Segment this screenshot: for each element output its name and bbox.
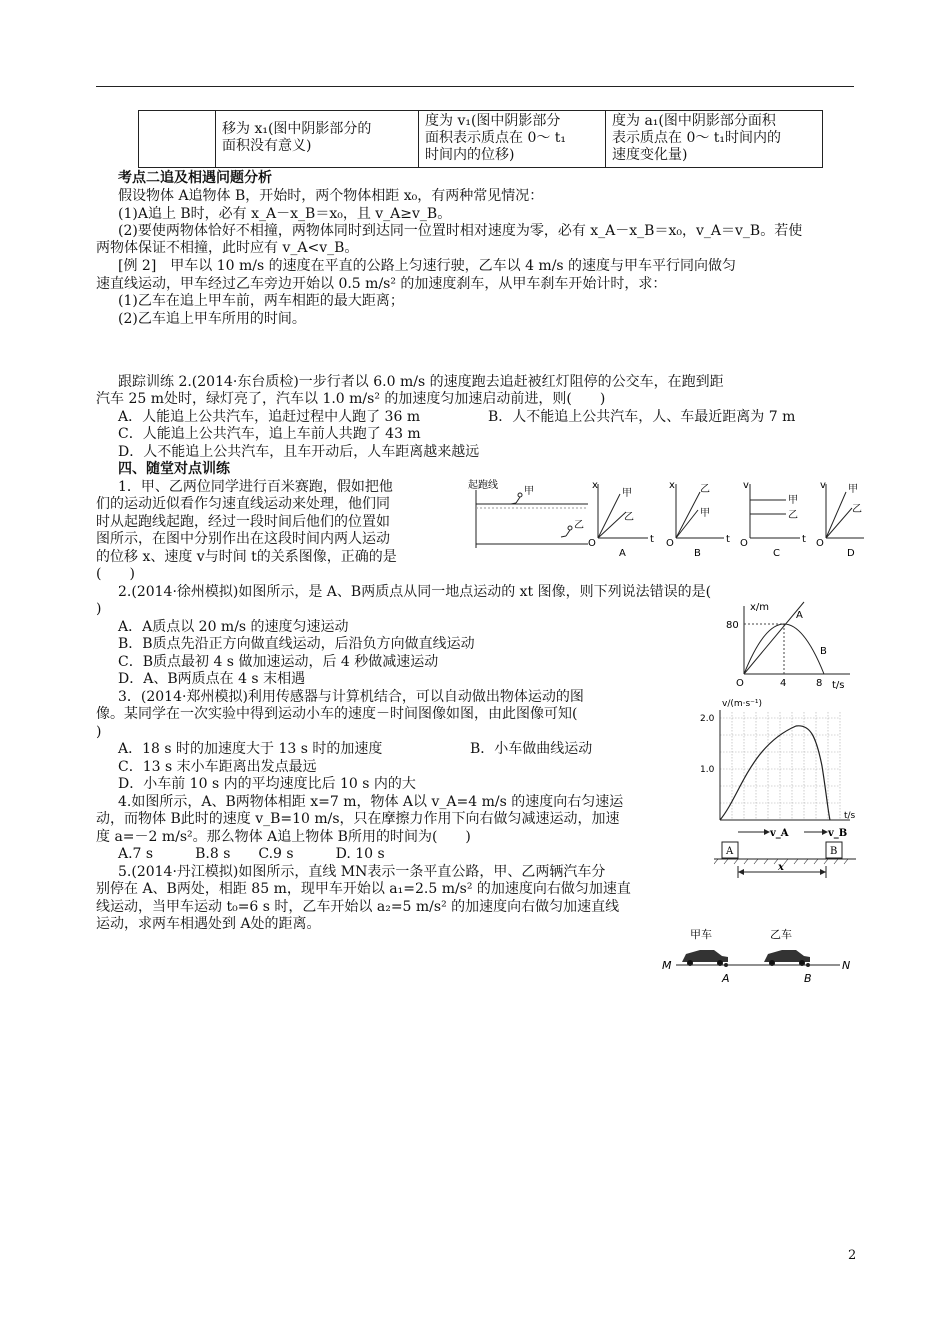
label-jia: 甲 [622, 488, 632, 499]
origin: O [736, 678, 744, 689]
q2-optD: D．A、B两质点在 4 s 末相遇 [118, 671, 306, 687]
origin: O [740, 538, 748, 549]
velocity-curve [720, 726, 830, 820]
q1-line: 们的运动近似看作匀速直线运动来处理，他们同 [96, 496, 390, 512]
label-jia: 甲 [788, 495, 798, 506]
table-cell-2 [216, 111, 419, 168]
label-jia-car: 甲车 [690, 928, 712, 941]
example2-line2: 速直线运动，甲车经过乙车旁边开始以 0.5 m/s² 的加速度刹车，从甲车刹车开始计时，求： [96, 276, 667, 292]
runner-jia-icon [511, 493, 522, 504]
training2-optB: B．人不能追上公共汽车，人、车最近距离为 7 m [488, 409, 796, 425]
q2-optB: B．B质点先沿正方向做直线运动，后沿负方向做直线运动 [118, 636, 475, 652]
cell-line: 度为 v₁(图中阴影部分 [425, 113, 561, 129]
label-B: B [804, 972, 812, 985]
axis-t: t [726, 534, 730, 545]
table-cell-3 [419, 111, 606, 168]
label-vB: v_B [828, 828, 848, 839]
label-A: A [722, 972, 730, 985]
header-rule [96, 86, 854, 87]
tick-80: 80 [726, 620, 739, 631]
q3-vt-figure [700, 696, 866, 832]
q4-line1: 4.如图所示，A、B两物体相距 x=7 m，物体 A以 v_A=4 m/s 的速度向右匀速运 [118, 794, 624, 810]
label-N: N [842, 959, 851, 972]
cell-line: 面积没有意义) [222, 138, 312, 154]
label-x: x [778, 862, 784, 873]
training2-optA: A．人能追上公共汽车，追赶过程中人跑了 36 m [118, 409, 421, 425]
tick-4: 4 [780, 678, 787, 689]
axis-v: v [820, 480, 826, 491]
label-yi: 乙 [852, 504, 862, 515]
axis-v: v [743, 480, 749, 491]
tick-1: 1.0 [700, 765, 715, 775]
cell-line: 时间内的位移) [425, 147, 515, 163]
q1-line: 图所示，在图中分别作出在这段时间内两人运动 [96, 531, 390, 547]
table-cell-empty [139, 111, 216, 168]
axis-t: t [650, 534, 654, 545]
label-jia: 甲 [700, 508, 710, 519]
q5-road-figure [660, 924, 860, 986]
q5-line3: 线运动，当甲车运动 t₀=6 s 时，乙车开始以 a₂=5 m/s² 的加速度向右做匀加速直线 [96, 899, 620, 915]
tick-8: 8 [816, 678, 823, 689]
car-jia-icon [682, 950, 728, 966]
runner-yi-icon [561, 526, 572, 537]
cell-line: 移为 x₁(图中阴影部分的 [222, 121, 372, 137]
q3-optB: B．小车做曲线运动 [470, 741, 593, 757]
x-axis-label: t/s [832, 680, 845, 690]
x-axis-label: t/s [844, 811, 856, 821]
table-row [139, 111, 823, 168]
label-B: B [820, 646, 827, 657]
label-A: A [796, 610, 803, 621]
training2-line1: 跟踪训练 2.(2014·东台质检)一步行者以 6.0 m/s 的速度跑去追赶被红灯阻停的公交车，在跑到距 [118, 374, 724, 390]
q3-optA: A．18 s 时的加速度大于 13 s 时的加速度 [118, 741, 383, 757]
cell-line: 度为 a₁(图中阴影部分面积 [612, 113, 776, 129]
graph-D [816, 480, 864, 558]
q3-optC: C．13 s 末小车距离出发点最远 [118, 759, 317, 775]
q5-line2: 别停在 A、B两处，相距 85 m，现甲车开始以 a₁=2.5 m/s² 的加速度向右做匀加速直 [96, 881, 631, 897]
axis-x: x [669, 480, 675, 491]
origin: O [588, 538, 596, 549]
label-jia: 甲 [848, 484, 858, 495]
q3-line3: ) [96, 724, 102, 740]
axis-t: t [802, 534, 806, 545]
label-jia: 甲 [524, 486, 534, 497]
q2-line1: 2.(2014·徐州模拟)如图所示，是 A、B两质点从同一地点运动的 xt 图像，则下列说法错误的是( [118, 584, 712, 600]
q2-optC: C．B质点最初 4 s 做加速运动，后 4 秒做减速运动 [118, 654, 439, 670]
q3-line1: 3．(2014·郑州模拟)利用传感器与计算机结合，可以自动做出物体运动的图 [118, 689, 584, 705]
graph-A [588, 480, 654, 558]
label-yi: 乙 [788, 510, 798, 521]
graph-B [666, 480, 730, 558]
car-yi-icon [764, 950, 810, 966]
origin: O [666, 538, 674, 549]
section-heading-4: 四、随堂对点训练 [118, 461, 230, 477]
section-heading-2: 考点二追及相遇问题分析 [118, 170, 272, 186]
table-cell-4 [606, 111, 823, 168]
cell-line: 速度变化量) [612, 147, 688, 163]
q5-line1: 5.(2014·丹江模拟)如图所示，直线 MN表示一条平直公路，甲、乙两辆汽车分 [118, 864, 606, 880]
section2-intro: 假设物体 A追物体 B，开始时，两个物体相距 x₀，有两种常见情况： [118, 188, 544, 204]
axis-x: x [592, 480, 598, 491]
q2-optA: A．A质点以 20 m/s 的速度匀速运动 [118, 619, 349, 635]
cell-line: 面积表示质点在 0～ t₁ [425, 130, 567, 146]
tick-2: 2.0 [700, 714, 715, 724]
q1-line: 时从起跑线起跑，经过一段时间后他们的位置如 [96, 514, 390, 530]
example2-line1: [例 2] 甲车以 10 m/s 的速度在平直的公路上匀速行驶，乙车以 4 m/s 的速度与甲车平行同向做匀 [118, 258, 737, 274]
block-B-label: B [830, 846, 838, 857]
training2-optD: D．人不能追上公共汽车，且车开动后，人车距离越来越远 [118, 444, 480, 460]
option-label-D: D [847, 548, 855, 558]
label-vA: v_A [770, 828, 789, 839]
option-label-C: C [773, 548, 780, 558]
start-line-label: 起跑线 [468, 480, 498, 491]
comparison-table-fragment [138, 110, 823, 168]
option-label-A: A [619, 548, 626, 558]
y-axis-label: x/m [750, 602, 770, 613]
example2-q2: (2)乙车追上甲车所用的时间。 [118, 311, 306, 327]
y-axis-label: v/(m·s⁻¹) [722, 699, 763, 709]
q2-xt-figure [720, 600, 860, 690]
origin: O [816, 538, 824, 549]
training2-optC: C．人能追上公共汽车，追上车前人共跑了 43 m [118, 426, 421, 442]
q2-line2: ) [96, 601, 102, 617]
q3-optD: D．小车前 10 s 内的平均速度比后 10 s 内的大 [118, 776, 416, 792]
example2-q1: (1)乙车在追上甲车前，两车相距的最大距离； [118, 293, 404, 309]
q1-line: 1．甲、乙两位同学进行百米赛跑，假如把他 [118, 479, 393, 495]
q1-figure [466, 476, 866, 558]
q4-line3: 度 a=－2 m/s²。那么物体 A追上物体 B所用的时间为( ) [96, 829, 471, 845]
q1-line: 的位移 x、速度 v与时间 t的关系图像，正确的是 [96, 549, 397, 565]
q1-line: ( ) [96, 566, 135, 582]
label-yi: 乙 [624, 512, 634, 523]
section2-case2b: 两物体保证不相撞，此时应有 v_A<v_B。 [96, 240, 359, 256]
q4-line2: 动，而物体 B此时的速度 v_B=10 m/s，只在摩擦力作用下向右做匀减速运动，加速 [96, 811, 620, 827]
training2-line2: 汽车 25 m处时，绿灯亮了，汽车以 1.0 m/s² 的加速度匀加速启动前进，则( ) [96, 391, 606, 407]
q5-line4: 运动，求两车相遇处到 A处的距离。 [96, 916, 321, 932]
section2-case1: (1)A追上 B时，必有 x_A－x_B＝x₀，且 v_A≥v_B。 [118, 206, 452, 222]
block-A-label: A [726, 846, 734, 857]
label-yi-car: 乙车 [770, 928, 792, 941]
track-illustration [468, 478, 588, 548]
option-label-B: B [694, 548, 701, 558]
section2-case2a: (2)要使两物体恰好不相撞，两物体同时到达同一位置时相对速度为零，必有 x_A－x_B＝x₀，v_A＝v_B。若使 [118, 223, 803, 239]
q4-options: A.7 s B.8 s C.9 s D. 10 s [118, 846, 385, 862]
cell-line: 表示质点在 0～ t₁时间内的 [612, 130, 782, 146]
label-yi: 乙 [574, 520, 584, 531]
label-yi: 乙 [700, 484, 710, 495]
q3-line2: 像。某同学在一次实验中得到运动小车的速度－时间图像如图，由此图像可知( [96, 706, 578, 722]
label-M: M [662, 959, 672, 972]
graph-C [740, 480, 806, 558]
q4-figure [714, 826, 864, 886]
page-number: 2 [848, 1248, 857, 1263]
